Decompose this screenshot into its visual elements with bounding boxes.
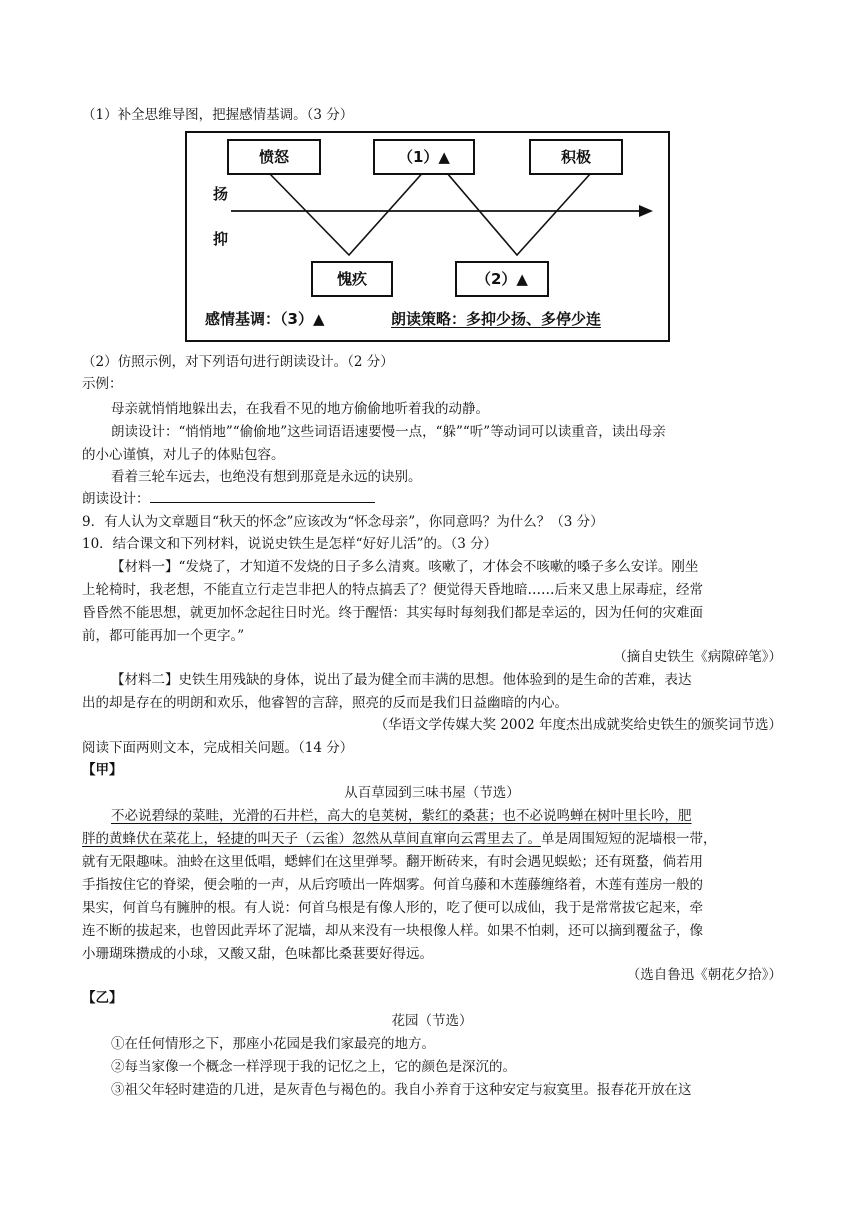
- reading-intro: 阅读下面两则文本，完成相关问题。（14 分）: [82, 740, 354, 756]
- jia-line-1: [111, 805, 783, 827]
- material-1-line-2: 上轮椅时，我老想，不能直立行走岂非把人的特点搞丢了？便觉得天昏地暗……后来又患上尿毒症，经常: [82, 582, 703, 598]
- jia-source: （选自鲁迅《朝花夕拾》）: [626, 967, 782, 983]
- material-1-line-3: 昏昏然不能思想，就更加怀念起往日时光。终于醒悟：其实每时每刻我们都是幸运的，因为任何的灾难面: [82, 605, 703, 621]
- question-8-1: （1）补全思维导图，把握感情基调。（3 分）: [82, 107, 354, 123]
- label-yang: 扬: [213, 185, 229, 203]
- design-answer-line: [82, 488, 782, 510]
- text-yi-label: 【乙】: [82, 990, 123, 1006]
- example-label: 示例：: [82, 376, 123, 392]
- reading-strategy: 朗读策略：多抑少扬、多停少连: [391, 310, 602, 328]
- jia-underlined-2: 胖的黄蜂伏在菜花上，轻捷的叫天子（云雀）忽然从草间直窜向云霄里去了。: [82, 831, 541, 847]
- jia-underlined-1: 不必说碧绿的菜畦，光滑的石井栏，高大的皂荚树，紫红的桑葚；也不必说鸣蝉在树叶里长吟，肥: [111, 808, 692, 824]
- question-9: 9．有人认为文章题目“秋天的怀念”应该改为“怀念母亲”，你同意吗？为什么？（3 分）: [82, 514, 604, 530]
- example-sentence: 母亲就悄悄地躲出去，在我看不见的地方偷偷地听着我的动静。: [111, 401, 489, 417]
- text-jia-title: 从百草园到三味书屋（节选）: [344, 785, 520, 801]
- material-1-line-4: 前，都可能再加一个更字。”: [82, 628, 245, 644]
- example-design-line-1: 朗读设计：“悄悄地”“偷偷地”这些词语语速要慢一点，“躲”“听”等动词可以读重音，读出母亲: [111, 424, 666, 440]
- material-2-line-2: 出的却是存在的明朗和欢乐，他睿智的言辞，照亮的反而是我们日益幽暗的内心。: [82, 695, 568, 711]
- jia-line-5: 果实，何首乌有臃肿的根。有人说：何首乌根是有像人形的，吃了便可以成仙，我于是常常拔它起来，牵: [82, 900, 703, 916]
- text-jia-label: 【甲】: [82, 762, 123, 778]
- jia-line-2-rest: 单是周围短短的泥墙根一带，: [541, 831, 717, 847]
- jia-line-3: 就有无限趣味。油蛉在这里低唱，蟋蟀们在这里弹琴。翻开断砖来，有时会遇见蜈蚣；还有斑蝥，倘若用: [82, 854, 703, 870]
- example-design-line-2: 的小心谨慎，对儿子的体贴包容。: [82, 447, 285, 463]
- answer-blank[interactable]: [150, 488, 375, 503]
- material-2-line-1: 【材料二】史铁生用残缺的身体，说出了最为健全而丰满的思想。他体验到的是生命的苦难，表达: [111, 672, 692, 688]
- box-blank-1: （1）▲: [373, 139, 475, 175]
- design-label: 朗读设计：: [82, 491, 150, 507]
- question-8-2: （2）仿照示例，对下列语句进行朗读设计。（2 分）: [82, 354, 394, 370]
- label-yi: 抑: [213, 230, 229, 248]
- jia-line-7: 小珊瑚珠攒成的小球，又酸又甜，色味都比桑葚要好得远。: [82, 946, 433, 962]
- jia-line-2: [82, 828, 782, 850]
- jia-line-6: 连不断的拔起来，也曾因此弄坏了泥墙，却从来没有一块根像人样。如果不怕刺，还可以摘到覆盆子，像: [82, 923, 703, 939]
- emotion-tone: 感情基调：（3）▲: [205, 310, 325, 328]
- yi-paragraph-3: ③祖父年轻时建造的几进，是灰青色与褐色的。我自小养育于这种安定与寂寞里。报春花开放在这: [111, 1082, 692, 1098]
- task-sentence: 看着三轮车远去，也绝没有想到那竟是永远的诀别。: [111, 469, 422, 485]
- yi-paragraph-1: ①在任何情形之下，那座小花园是我们家最亮的地方。: [111, 1036, 435, 1052]
- question-10: 10．结合课文和下列材料，说说史铁生是怎样“好好儿活”的。（3 分）: [82, 536, 498, 552]
- jia-line-4: 手指按住它的脊梁，便会啪的一声，从后窍喷出一阵烟雾。何首乌藤和木莲藤缠络着，木莲有莲房一般的: [82, 877, 703, 893]
- material-1-source: （摘自史铁生《病隙碎笔》）: [613, 649, 782, 665]
- material-1-line-1: 【材料一】“发烧了，才知道不发烧的日子多么清爽。咳嗽了，才体会不咳嗽的嗓子多么安详。刚坐: [111, 559, 699, 575]
- box-positive: 积极: [529, 139, 623, 175]
- mind-map-diagram: [185, 131, 670, 342]
- yi-paragraph-2: ②每当家像一个概念一样浮现于我的记忆之上，它的颜色是深沉的。: [111, 1059, 516, 1075]
- box-blank-2: （2）▲: [455, 261, 549, 297]
- text-yi-title: 花园（节选）: [391, 1013, 473, 1029]
- box-anger: 愤怒: [227, 139, 321, 175]
- material-2-source: （华语文学传媒大奖 2002 年度杰出成就奖给史铁生的颁奖词节选）: [374, 717, 782, 733]
- box-guilt: 愧疚: [311, 261, 393, 297]
